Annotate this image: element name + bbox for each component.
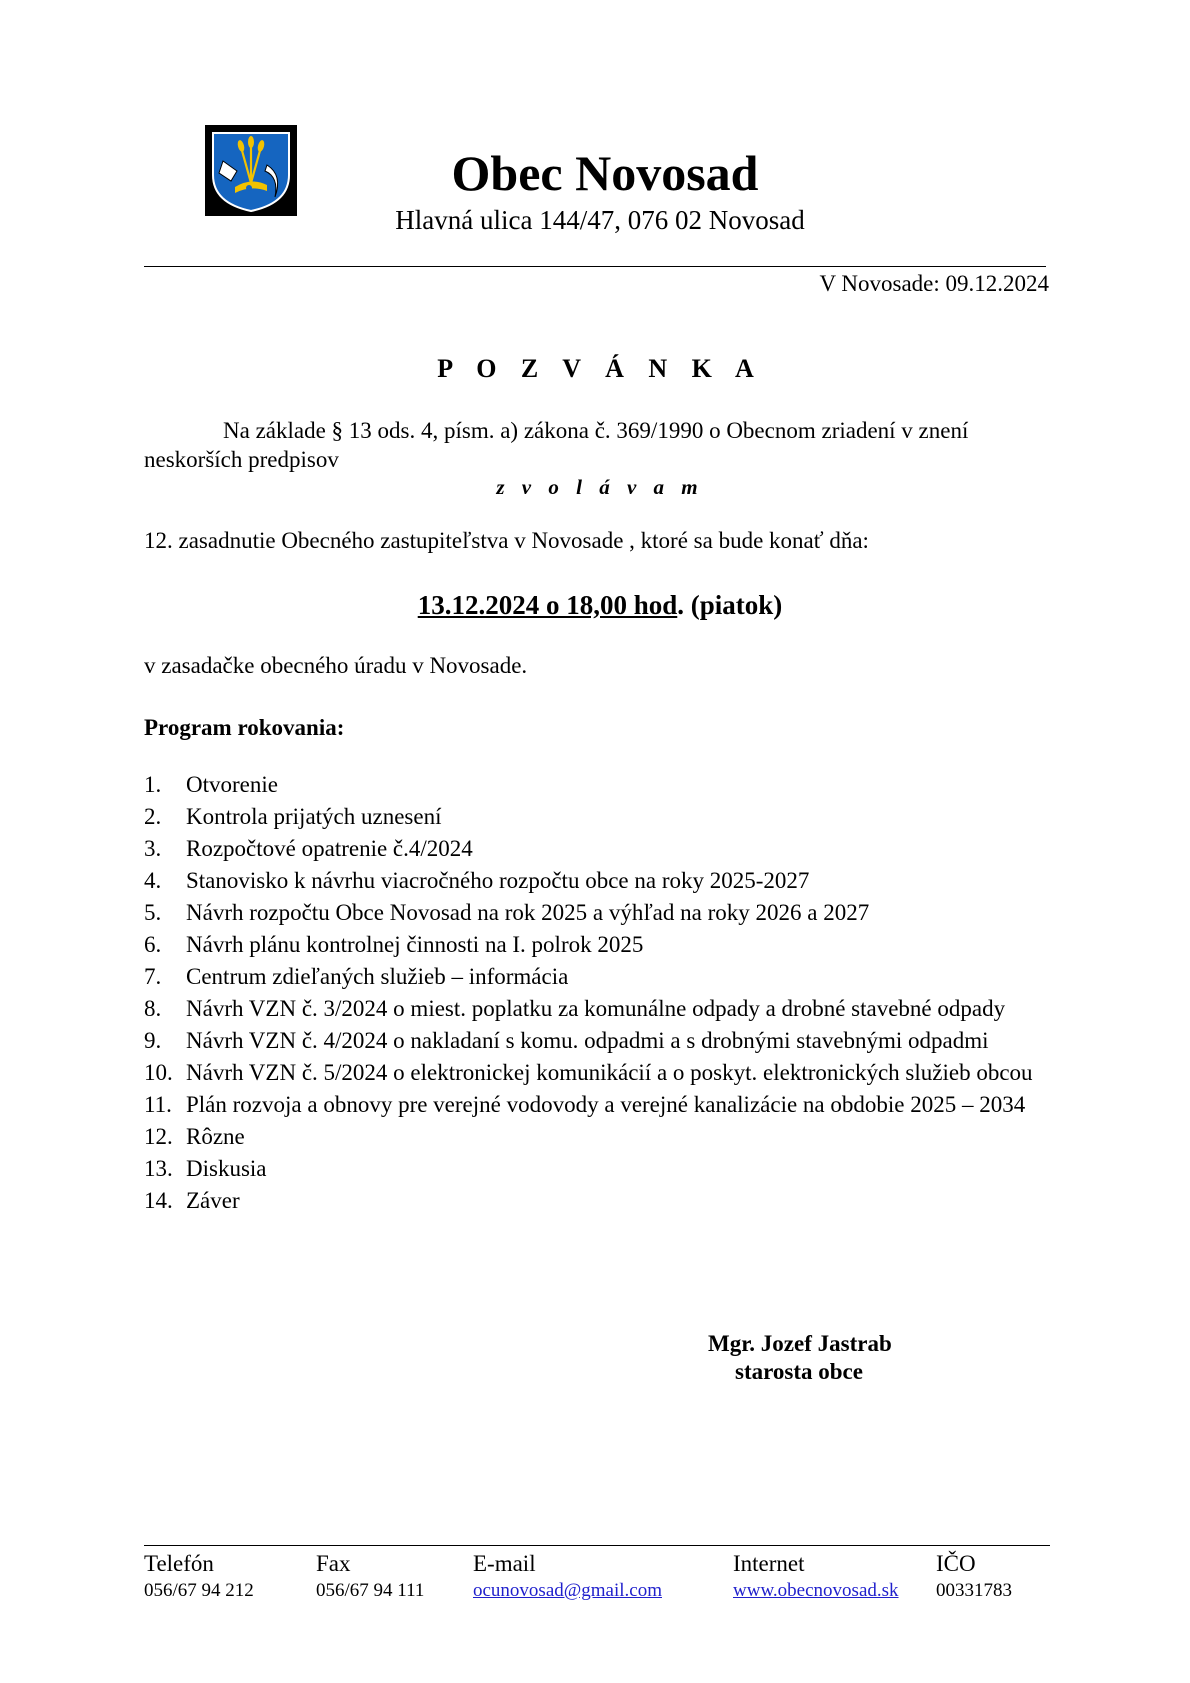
- agenda-item: [144, 1089, 1033, 1121]
- document-title: P O Z V Á N K A: [437, 354, 763, 383]
- agenda-item-number: 8.: [144, 996, 162, 1021]
- agenda-item: [144, 865, 1033, 897]
- agenda-item: [144, 769, 1033, 801]
- agenda-item-number: 9.: [144, 1028, 162, 1053]
- agenda-item-text: Návrh VZN č. 5/2024 o elektronickej komunikácií a o poskyt. elektronických služieb obcou: [186, 1060, 1033, 1085]
- program-heading: Program rokovania:: [144, 715, 345, 740]
- agenda-item: [144, 1153, 1033, 1185]
- agenda-item-number: 5.: [144, 900, 162, 925]
- footer-fax-label: Fax: [316, 1551, 351, 1576]
- agenda-item-number: 1.: [144, 772, 162, 797]
- footer-phone-label: Telefón: [144, 1551, 214, 1576]
- intro-text-line-2: neskorších predpisov: [144, 447, 339, 472]
- agenda-item: [144, 1121, 1033, 1153]
- agenda-item-text: Návrh plánu kontrolnej činnosti na I. polrok 2025: [186, 932, 644, 957]
- agenda-item-text: Plán rozvoja a obnovy pre verejné vodovody a verejné kanalizácie na obdobie 2025 – 2034: [186, 1092, 1026, 1117]
- agenda-item-text: Centrum zdieľaných služieb – informácia: [186, 964, 569, 989]
- intro-text-line-1: Na základe § 13 ods. 4, písm. a) zákona č. 369/1990 o Obecnom zriadení v znení: [223, 418, 969, 443]
- footer-email-link[interactable]: ocunovosad@gmail.com: [473, 1580, 662, 1601]
- agenda-item: [144, 897, 1033, 929]
- document-date: V Novosade: 09.12.2024: [819, 271, 1049, 296]
- meeting-datetime: [0, 587, 1190, 623]
- agenda-item-number: 10.: [144, 1060, 173, 1085]
- agenda-item-number: 3.: [144, 836, 162, 861]
- agenda-item: [144, 961, 1033, 993]
- footer-phone: 056/67 94 212: [144, 1580, 254, 1601]
- agenda-list: [144, 769, 1033, 1217]
- footer-web-link[interactable]: www.obecnovosad.sk: [733, 1580, 899, 1601]
- agenda-item: [144, 1057, 1033, 1089]
- agenda-item-text: Otvorenie: [186, 772, 278, 797]
- agenda-item: [144, 833, 1033, 865]
- agenda-item-text: Návrh VZN č. 3/2024 o miest. poplatku za komunálne odpady a drobné stavebné odpady: [186, 996, 1006, 1021]
- footer-fax: 056/67 94 111: [316, 1580, 425, 1601]
- header-divider: [144, 266, 1046, 267]
- convene-text: z v o l á v a m: [496, 475, 704, 499]
- meeting-date-time: 13.12.2024 o 18,00 hod: [417, 590, 678, 620]
- agenda-item-text: Stanovisko k návrhu viacročného rozpočtu obce na roky 2025-2027: [186, 868, 810, 893]
- agenda-item-text: Návrh rozpočtu Obce Novosad na rok 2025 a výhľad na roky 2026 a 2027: [186, 900, 870, 925]
- footer-email-label: E-mail: [473, 1551, 536, 1576]
- agenda-item-number: 12.: [144, 1124, 173, 1149]
- agenda-item-text: Kontrola prijatých uznesení: [186, 804, 442, 829]
- agenda-item-number: 4.: [144, 868, 162, 893]
- agenda-item-text: Diskusia: [186, 1156, 267, 1181]
- agenda-item-number: 13.: [144, 1156, 173, 1181]
- agenda-item: [144, 1185, 1033, 1217]
- footer-ico: 00331783: [936, 1580, 1012, 1601]
- agenda-item: [144, 801, 1033, 833]
- agenda-item: [144, 1025, 1033, 1057]
- agenda-item-text: Návrh VZN č. 4/2024 o nakladaní s komu. odpadmi a s drobnými stavebnými odpadmi: [186, 1028, 989, 1053]
- agenda-item-number: 2.: [144, 804, 162, 829]
- agenda-item-number: 11.: [144, 1092, 172, 1117]
- organization-name: Obec Novosad: [451, 145, 759, 201]
- meeting-day: . (piatok): [677, 590, 783, 620]
- agenda-item: [144, 993, 1033, 1025]
- meeting-venue: v zasadačke obecného úradu v Novosade.: [144, 653, 528, 678]
- agenda-item-text: Záver: [186, 1188, 240, 1213]
- agenda-item-text: Rôzne: [186, 1124, 245, 1149]
- agenda-item-text: Rozpočtové opatrenie č.4/2024: [186, 836, 473, 861]
- footer-web-label: Internet: [733, 1551, 805, 1576]
- agenda-item-number: 14.: [144, 1188, 173, 1213]
- footer-divider: [144, 1545, 1050, 1546]
- footer-ico-label: IČO: [936, 1551, 976, 1576]
- signer-name: Mgr. Jozef Jastrab: [708, 1331, 892, 1356]
- agenda-item-number: 7.: [144, 964, 162, 989]
- agenda-item-number: 6.: [144, 932, 162, 957]
- signer-title: starosta obce: [735, 1359, 863, 1384]
- organization-address: Hlavná ulica 144/47, 076 02 Novosad: [395, 205, 805, 235]
- session-text: 12. zasadnutie Obecného zastupiteľstva v Novosade , ktoré sa bude konať dňa:: [144, 528, 869, 553]
- agenda-item: [144, 929, 1033, 961]
